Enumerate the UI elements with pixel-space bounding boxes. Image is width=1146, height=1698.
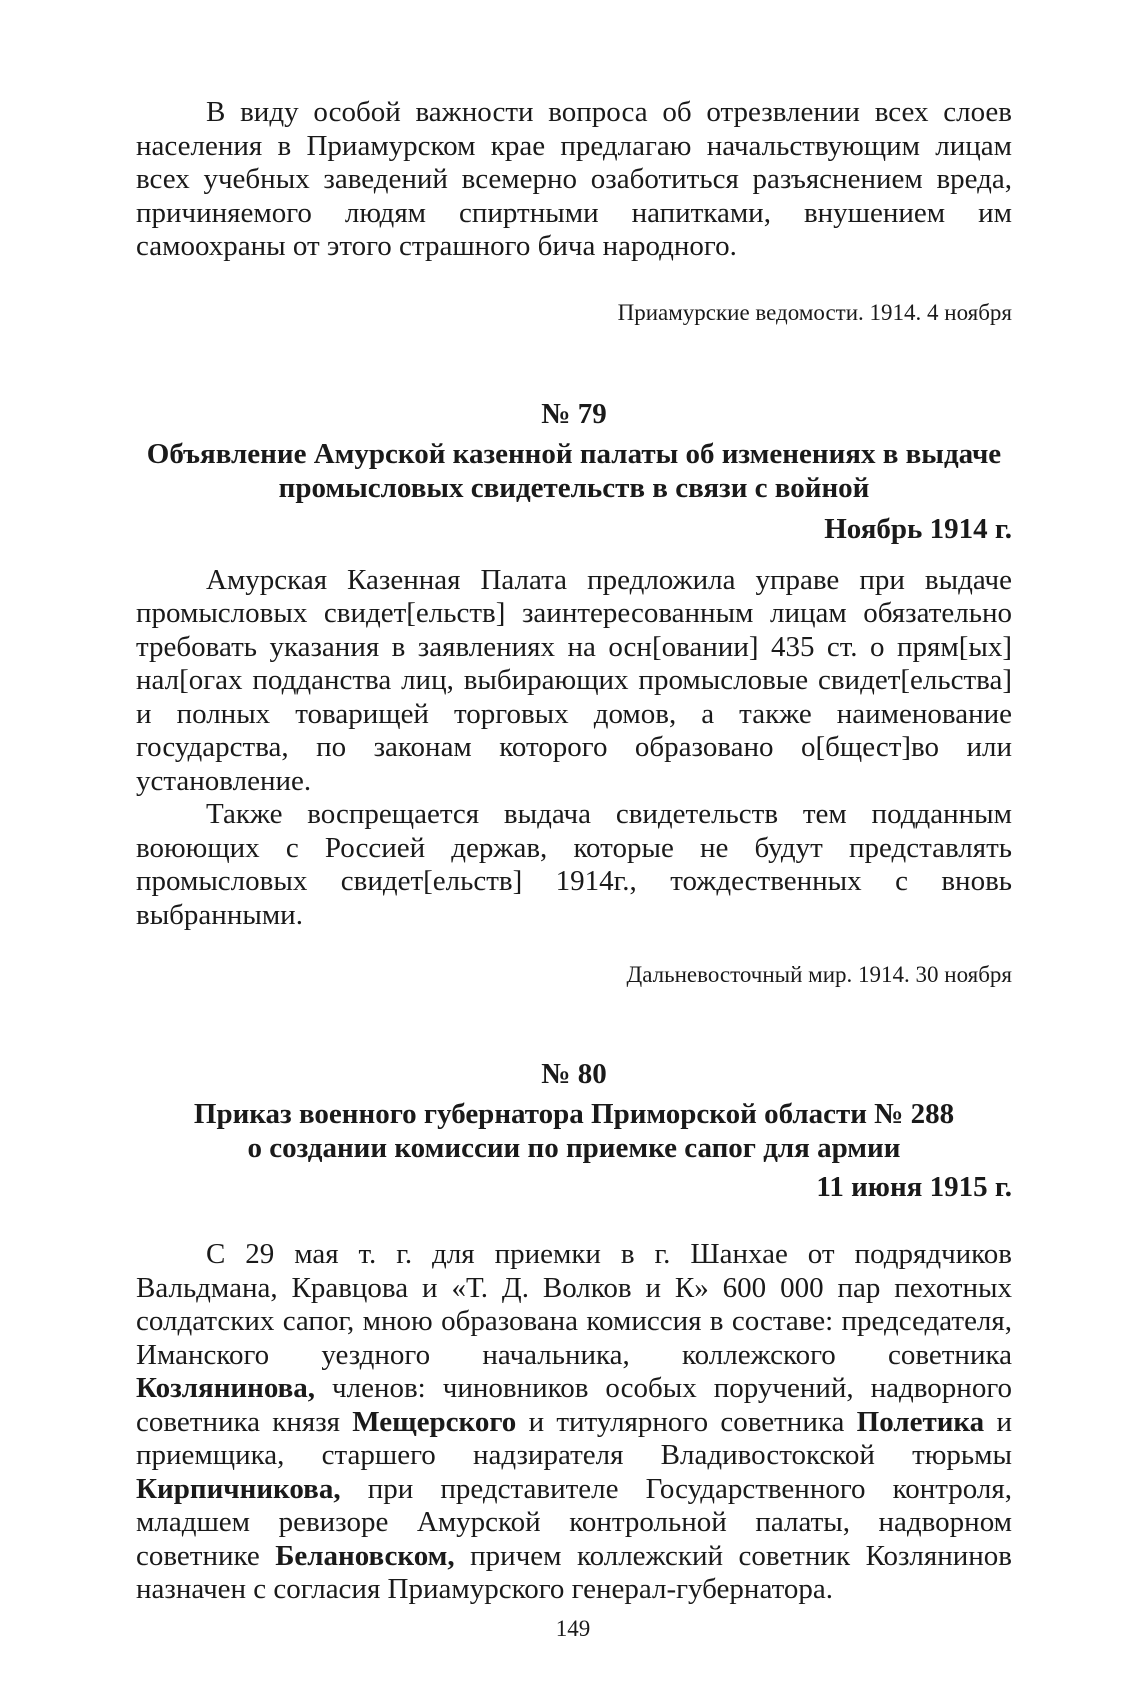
doc-79-paragraph-2: Также воспрещается выдача свидетельств тем подданным воюющих с Россией держав, которые не будут представлять промысловых свидет[ельств] 1914г., тождественных с вновь выбранными. bbox=[136, 798, 1012, 931]
doc-80-text-part-3: и титулярного советника bbox=[516, 1405, 857, 1438]
doc-79-number: № 79 bbox=[541, 397, 607, 430]
name-kirpichnikov: Кирпичникова, bbox=[136, 1472, 341, 1505]
intro-source: Приамурские ведомости. 1914. 4 ноября bbox=[617, 299, 1012, 325]
doc-80-text-part-2: членов: чиновников особых поручений, надворного советника князя bbox=[136, 1372, 1012, 1438]
doc-79-title-line-2: промысловых свидетельств в связи с войной bbox=[278, 471, 870, 504]
doc-80-text-part-1: С 29 мая т. г. для приемки в г. Шанхае от подрядчиков Вальдмана, Кравцова и «Т. Д. Волков и К» 600 000 пар пехотных солдатских сапог, мною образована комиссия в составе: председателя, Иманского уездного начальника, коллежского советника bbox=[136, 1238, 1012, 1371]
doc-80-paragraph bbox=[136, 1238, 1012, 1607]
doc-79-source: Дальневосточный мир. 1914. 30 ноября bbox=[626, 962, 1012, 987]
doc-79-paragraph-1: Амурская Казенная Палата предложила управе при выдаче промысловых свидет[ельств] заинтересованным лицам обязательно требовать указания в заявлениях на осн[овании] 435 ст. о прям[ых] нал[огах подданства лиц, выбирающих промысловые свидет[ельства] и полных товарищей торговых домов, а также наименование государства, по законам которого образовано о[бщест]во или установление. bbox=[136, 563, 1012, 797]
doc-80-date: 11 июня 1915 г. bbox=[816, 1171, 1012, 1203]
doc-80-text-part-6: причем коллежский советник Козлянинов назначен с согласия Приамурского генерал-губернатора. bbox=[136, 1539, 1012, 1605]
name-belanovsky: Белановском, bbox=[275, 1539, 455, 1572]
doc-80-text-part-5: при представителе Государственного контроля, младшем ревизоре Амурской контрольной палаты, надворном советнике bbox=[136, 1472, 1012, 1572]
name-kozlyaninov: Козлянинова, bbox=[136, 1372, 316, 1404]
name-poletika: Полетика bbox=[856, 1405, 985, 1438]
doc-80-title-line-1: Приказ военного губернатора Приморской области № 288 bbox=[193, 1098, 955, 1130]
doc-79-date: Ноябрь 1914 г. bbox=[824, 512, 1012, 545]
name-meshchersky: Мещерского bbox=[352, 1405, 517, 1438]
doc-80-number: № 80 bbox=[541, 1058, 607, 1090]
intro-paragraph: В виду особой важности вопроса об отрезвлении всех слоев населения в Приамурском крае предлагаю начальствующим лицам всех учебных заведений всемерно озаботиться разъяснением вреда, причиняемого людям спиртными напитками, внушением им самоохраны от этого страшного бича народного. bbox=[136, 96, 1012, 262]
doc-80-title-line-2: о создании комиссии по приемке сапог для армии bbox=[247, 1132, 901, 1164]
doc-79-title-line-1: Объявление Амурской казенной палаты об изменениях в выдаче bbox=[146, 437, 1002, 470]
page-number: 149 bbox=[555, 1616, 591, 1641]
doc-80-text-part-4: и приемщика, старшего надзирателя Владивостокской тюрьмы bbox=[136, 1405, 1012, 1471]
